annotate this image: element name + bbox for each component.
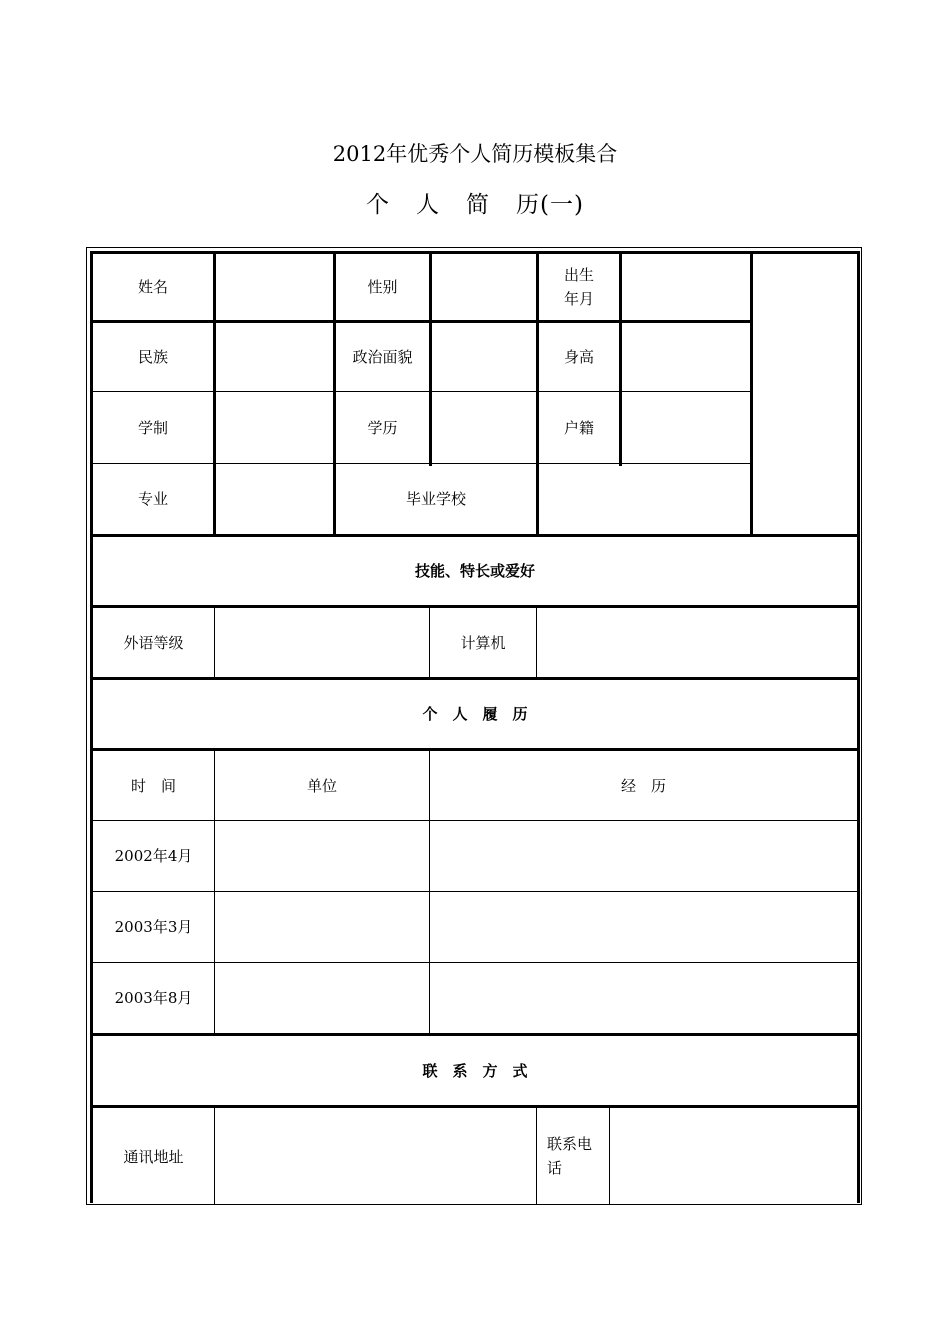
label-education: 学历 (367, 418, 398, 437)
photo-area (753, 254, 857, 534)
document-title: 2012年优秀个人简历模板集合 (332, 142, 618, 166)
subtitle-char-1: 个 (366, 192, 391, 218)
field-computer[interactable] (537, 608, 857, 677)
label-computer: 计算机 (460, 633, 506, 652)
label-name: 姓名 (137, 278, 168, 296)
label-phone: 联系电话 (547, 1135, 593, 1177)
col-time-header: 时 间 (130, 776, 176, 795)
field-gender[interactable] (432, 254, 536, 320)
col-experience-header: 经 历 (620, 776, 666, 795)
section-skills-title: 技能、特长或爱好 (414, 562, 535, 580)
section-contact-title: 联 系 方 式 (422, 1061, 528, 1080)
field-birth[interactable] (622, 254, 750, 320)
col-unit-header: 单位 (306, 776, 337, 795)
label-ethnicity: 民族 (137, 348, 168, 366)
label-address: 通讯地址 (123, 1147, 184, 1166)
field-hukou[interactable] (622, 392, 750, 463)
label-gender: 性别 (367, 278, 398, 296)
resume-form (86, 247, 862, 1205)
label-schooling: 学制 (137, 418, 168, 437)
resume-row-time: 2002年4月 (114, 847, 193, 865)
field-phone[interactable] (610, 1108, 857, 1205)
label-language: 外语等级 (123, 633, 184, 652)
resume-row-experience[interactable] (430, 821, 857, 891)
field-school[interactable] (539, 464, 750, 534)
label-birth: 出生年月 (563, 266, 594, 308)
resume-row-experience[interactable] (430, 892, 857, 962)
label-politics: 政治面貌 (352, 348, 413, 366)
field-major[interactable] (216, 464, 333, 534)
resume-row-time: 2003年8月 (114, 989, 193, 1007)
subtitle-char-4: 历(一) (516, 192, 584, 218)
resume-subtitle (0, 186, 950, 219)
label-major: 专业 (137, 490, 168, 508)
subtitle-char-3: 简 (466, 192, 491, 218)
resume-row-unit[interactable] (215, 821, 429, 891)
field-address[interactable] (215, 1108, 536, 1205)
label-school: 毕业学校 (405, 490, 466, 508)
label-hukou: 户籍 (563, 418, 594, 437)
field-politics[interactable] (432, 323, 536, 391)
field-schooling[interactable] (216, 392, 333, 463)
resume-row-unit[interactable] (215, 963, 429, 1033)
field-ethnicity[interactable] (216, 323, 333, 391)
resume-row-unit[interactable] (215, 892, 429, 962)
field-language[interactable] (215, 608, 429, 677)
field-education[interactable] (432, 392, 536, 463)
subtitle-char-2: 人 (416, 192, 441, 218)
label-height: 身高 (563, 348, 594, 366)
resume-row-time: 2003年3月 (114, 918, 193, 936)
field-height[interactable] (622, 323, 750, 391)
field-name[interactable] (216, 254, 333, 320)
section-resume-title: 个 人 履 历 (422, 705, 528, 723)
resume-row-experience[interactable] (430, 963, 857, 1033)
